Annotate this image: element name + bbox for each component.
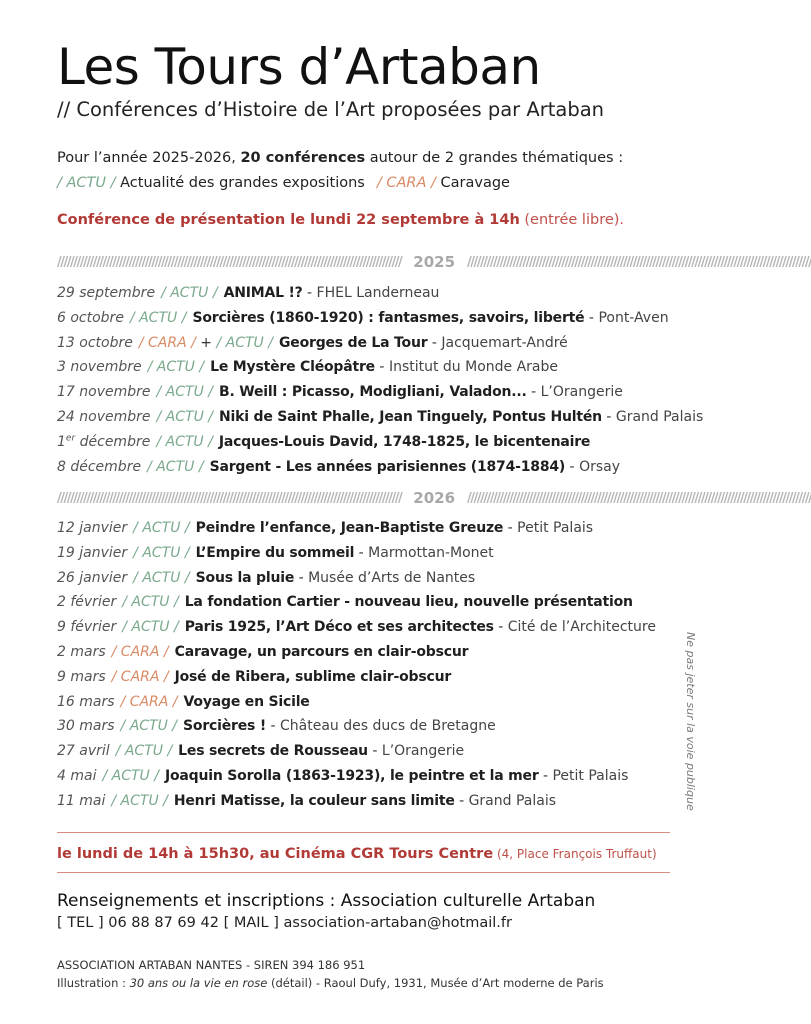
event-row: [57, 789, 687, 814]
event-tag-cara: / CARA /: [111, 643, 169, 660]
event-row: [57, 640, 687, 665]
event-tags: [127, 570, 196, 586]
year-2025-label: 2025: [413, 253, 456, 271]
event-separator: -: [538, 767, 553, 784]
illus-title: 30 ans ou la vie en rose: [129, 976, 268, 990]
event-separator: -: [374, 359, 389, 376]
event-location: Marmottan-Monet: [368, 544, 494, 561]
event-tag-actu: / ACTU /: [161, 285, 218, 301]
event-location: Musée d’Arts de Nantes: [308, 569, 476, 586]
event-location: L’Orangerie: [540, 384, 623, 401]
event-date: 24 novembre: [57, 408, 151, 425]
separator-bottom: [57, 872, 670, 873]
event-row: [57, 281, 687, 306]
event-date: 6 octobre: [57, 309, 124, 326]
event-separator: -: [584, 309, 599, 326]
event-tag-cara: / CARA /: [138, 334, 196, 351]
event-title: Peindre l’enfance, Jean-Baptiste Greuze: [195, 520, 504, 536]
event-title: Le Mystère Cléopâtre: [210, 359, 375, 376]
event-tag-actu: / ACTU /: [122, 619, 179, 636]
event-title: Henri Matisse, la couleur sans limite: [173, 792, 455, 809]
event-tag-actu: / ACTU /: [102, 767, 159, 784]
event-date: 16 mars: [57, 693, 115, 710]
event-tag-actu: / ACTU /: [120, 718, 178, 735]
event-date: [57, 434, 150, 450]
event-tags: [106, 644, 175, 660]
mail-label: [ MAIL ]: [223, 915, 279, 931]
side-note: [684, 632, 709, 812]
event-row: [57, 690, 687, 715]
theme-actu-label: Actualité des grandes expositions: [115, 175, 365, 191]
event-tag-actu: / ACTU /: [156, 384, 213, 401]
page-title: Les Tours d’Artaban: [57, 38, 541, 96]
event-location: Orsay: [579, 458, 620, 475]
event-tag-actu: / ACTU /: [156, 408, 213, 425]
event-date: 17 novembre: [57, 384, 151, 401]
event-date: 9 mars: [57, 668, 106, 685]
tel-label: [ TEL ]: [57, 915, 104, 931]
intro-count: 20 conférences: [240, 150, 366, 166]
event-separator: -: [565, 458, 580, 475]
event-row: [57, 455, 687, 480]
event-date: 3 novembre: [57, 359, 142, 376]
event-title: B. Weill : Picasso, Modigliani, Valadon...: [219, 384, 527, 401]
contact-line: [57, 915, 512, 931]
year-2026-label: 2026: [413, 489, 456, 507]
event-date: 13 octobre: [57, 334, 133, 351]
divider-slashes-left: //////////////////////////////////////////////////////////////////////////////////////////////////////////: [57, 254, 402, 270]
theme-actu-tag: / ACTU /: [57, 175, 116, 191]
event-location: Pont-Aven: [598, 309, 669, 326]
event-row: [57, 590, 687, 615]
event-location: Grand Palais: [468, 792, 557, 809]
event-location: Jacquemart-André: [441, 334, 568, 351]
event-separator: -: [454, 792, 469, 809]
event-separator: -: [294, 569, 309, 586]
event-tag-cara: / CARA /: [111, 668, 169, 685]
event-tags: [116, 594, 185, 610]
intro-after: autour de 2 grandes thématiques :: [365, 150, 624, 166]
tel-number: 06 88 87 69 42: [103, 915, 224, 931]
event-date: 19 janvier: [57, 544, 128, 561]
event-title: Sorcières (1860-1920) : fantasmes, savoirs, liberté: [192, 309, 585, 326]
events-2026-list: [57, 516, 687, 814]
divider-2026: [57, 489, 811, 507]
event-row: [57, 405, 704, 430]
separator-top: [57, 832, 670, 833]
event-date: 12 janvier: [57, 520, 128, 536]
event-title: Sorcières !: [183, 718, 267, 735]
event-tag-actu: / ACTU /: [147, 458, 204, 475]
info-title: Renseignements et inscriptions : Association culturelle Artaban: [57, 891, 596, 911]
side-note-text: Ne pas jeter sur la voie publique: [684, 632, 697, 811]
event-title: Sous la pluie: [195, 569, 295, 586]
venue-address: (4, Place François Truffaut): [493, 847, 657, 861]
event-title: Joaquin Sorolla (1863-1923), le peintre et la mer: [164, 767, 539, 784]
event-date: 8 décembre: [57, 458, 142, 475]
event-date-month: décembre: [75, 433, 151, 450]
event-tag-actu: / ACTU /: [129, 309, 187, 326]
event-location: Château des ducs de Bretagne: [279, 718, 496, 735]
event-title: L’Empire du sommeil: [195, 544, 355, 561]
association-line: ASSOCIATION ARTABAN NANTES - SIREN 394 186 951: [57, 958, 366, 972]
event-tag-actu: / ACTU /: [115, 743, 173, 760]
event-tags: [110, 743, 179, 759]
event-title: Niki de Saint Phalle, Jean Tinguely, Pontus Hultén: [219, 408, 602, 425]
event-separator: -: [601, 408, 616, 425]
event-row: [57, 714, 687, 739]
event-row: [57, 516, 687, 541]
event-title: José de Ribera, sublime clair-obscur: [174, 668, 452, 685]
event-row: [57, 430, 687, 455]
event-title: Sargent - Les années parisiennes (1874-1884): [209, 458, 566, 475]
event-title: Caravage, un parcours en clair-obscur: [174, 643, 469, 660]
event-tags: [150, 434, 219, 450]
event-date: 26 janvier: [57, 569, 128, 586]
event-tag-plus: +: [195, 334, 217, 351]
event-tags: [115, 694, 184, 710]
event-separator: -: [354, 544, 369, 561]
theme-cara-tag: / CARA /: [376, 175, 436, 191]
event-tag-actu: / ACTU /: [216, 334, 273, 351]
event-row: [57, 566, 687, 591]
illus-rest: (détail) - Raoul Dufy, 1931, Musée d’Art moderne de Paris: [267, 976, 604, 990]
venue-line: [57, 846, 657, 862]
event-row: [57, 331, 687, 356]
event-row: [57, 380, 687, 405]
event-separator: -: [503, 520, 518, 536]
event-tags: [127, 545, 196, 561]
event-row: [57, 665, 687, 690]
event-tags: [141, 459, 210, 475]
illustration-credit: [57, 976, 604, 990]
event-tag-actu: / ACTU /: [133, 544, 190, 561]
mail-address: association-artaban@hotmail.fr: [278, 915, 512, 931]
event-tags: [106, 669, 175, 685]
event-row: [57, 615, 687, 640]
event-tags: [151, 384, 220, 400]
event-title: La fondation Cartier - nouveau lieu, nouvelle présentation: [184, 594, 633, 611]
divider-2025: [57, 253, 811, 271]
event-tags: [133, 335, 279, 351]
event-tag-actu: / ACTU /: [133, 569, 190, 586]
presentation-bold: Conférence de présentation le lundi 22 septembre à 14h: [57, 212, 520, 228]
illus-prefix: Illustration :: [57, 976, 130, 990]
intro-text: [57, 150, 623, 166]
event-tags: [155, 285, 224, 301]
event-tag-actu: / ACTU /: [147, 359, 205, 376]
divider-slashes-right: //////////////////////////////////////////////////////////////////////////////////////////////////////////: [467, 490, 811, 506]
venue-time: le lundi de 14h à 15h30, au Cinéma CGR Tours Centre: [57, 846, 494, 862]
event-tags: [124, 310, 193, 326]
event-date: 9 février: [57, 619, 117, 636]
theme-cara-label: Caravage: [435, 175, 510, 191]
event-title: Les secrets de Rousseau: [178, 743, 368, 760]
event-location: Institut du Monde Arabe: [388, 359, 559, 376]
divider-slashes-left: //////////////////////////////////////////////////////////////////////////////////////////////////////////: [57, 490, 402, 506]
divider-slashes-right: //////////////////////////////////////////////////////////////////////////////////////////////////////////: [467, 254, 811, 270]
event-date-sup: er: [65, 433, 76, 444]
event-separator: -: [302, 285, 317, 301]
event-location: FHEL Landerneau: [316, 285, 440, 301]
event-tags: [151, 409, 220, 425]
event-title: ANIMAL !?: [223, 285, 303, 301]
event-date: 11 mai: [57, 792, 106, 809]
event-location: Cité de l’Architecture: [507, 619, 656, 636]
event-tags: [142, 359, 211, 375]
event-row: [57, 355, 687, 380]
event-tag-cara: / CARA /: [120, 693, 178, 710]
event-date: 2 mars: [57, 643, 106, 660]
event-tags: [116, 619, 185, 635]
event-tags: [127, 520, 196, 536]
themes-line: [57, 175, 510, 191]
event-date: 29 septembre: [57, 285, 156, 301]
event-row: [57, 306, 687, 331]
event-separator: -: [493, 619, 508, 636]
event-row: [57, 764, 687, 789]
event-separator: -: [526, 384, 541, 401]
event-date-day: 1: [57, 433, 66, 450]
event-row: [57, 739, 687, 764]
event-location: Grand Palais: [615, 408, 704, 425]
event-tags: [96, 768, 165, 784]
event-tag-actu: / ACTU /: [133, 520, 190, 536]
presentation-line: [57, 212, 624, 228]
event-separator: -: [266, 718, 280, 735]
event-row: [57, 541, 687, 566]
event-separator: -: [427, 334, 442, 351]
events-2025-list: [57, 281, 704, 479]
event-title: Paris 1925, l’Art Déco et ses architectes: [184, 619, 494, 636]
event-location: L’Orangerie: [381, 743, 465, 760]
event-date: 30 mars: [57, 718, 115, 735]
event-tags: [115, 718, 184, 734]
event-location: Petit Palais: [552, 767, 629, 784]
page-subtitle: // Conférences d’Histoire de l’Art proposées par Artaban: [57, 98, 605, 121]
event-tag-actu: / ACTU /: [122, 594, 179, 611]
event-title: Jacques-Louis David, 1748-1825, le bicentenaire: [218, 433, 591, 450]
event-date: 4 mai: [57, 767, 97, 784]
event-date: 2 février: [57, 594, 117, 611]
event-date: 27 avril: [57, 743, 110, 760]
intro-before: Pour l’année 2025-2026,: [57, 150, 241, 166]
event-separator: -: [367, 743, 382, 760]
event-tag-actu: / ACTU /: [111, 792, 168, 809]
event-location: Petit Palais: [517, 520, 594, 536]
event-title: Georges de La Tour: [278, 334, 428, 351]
presentation-note: (entrée libre).: [519, 212, 625, 228]
event-tags: [105, 793, 174, 809]
event-title: Voyage en Sicile: [183, 693, 310, 710]
event-tag-actu: / ACTU /: [156, 433, 213, 450]
